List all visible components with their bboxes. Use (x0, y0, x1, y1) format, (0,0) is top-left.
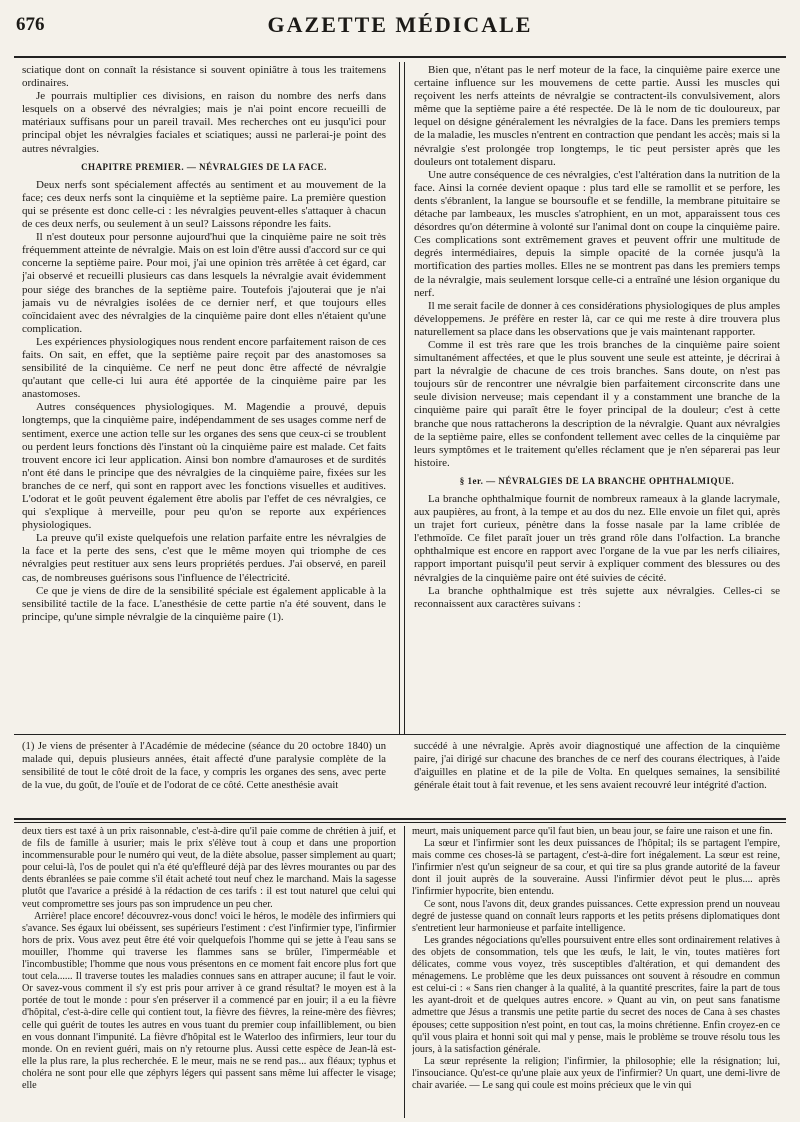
article-paragraph: Il n'est douteux pour personne aujourd'hui que la cinquième paire ne soit très fréquemment atteinte de névralgie. Mais on est loin d'être aussi d'accord sur ce qui concerne la septième paire. Pour moi, j'ai une opinion très arrêtée à cet égard, car j'ai observé et recueilli plusieurs cas dans lesquels la névralgie avait évidemment pour siége des branches de la septième paire. Toutefois j'ajouterai que je n'ai jamais vu de névralgies isolées de ce dernier nerf, et que toujours elles coïncidaient avec des névralgies de la cinquième paire dont elles n'étaient qu'une complication. (22, 231, 386, 335)
feuilleton-rule (14, 818, 786, 820)
feuilleton-paragraph: Les grandes négociations qu'elles poursuivent entre elles sont ordinairement relatives à des objets de consommation, tels que les œufs, le lait, le vin, toutes matières fort délicates, comme vous voyez, très susceptibles d'altération, et qui demandent des ménagemens. Le problème que les deux puissances ont souvent à résoudre en commun est celui-ci : « Sans rien changer à la qualité, à la quantité prescrites, faire la part de tous les ayant-droit et de quelques autres encore. » Quant au vin, on peut sans fanatisme admettre que Jésus a transmis une petite partie du secret des noces de Cana à ses chastes épouses; cette supposition n'est point, en tout cas, la moins chrétienne. Enfin croyez-en ce qu'il vous plaira et honni soit qui mal y pense, mais le problème se trouve résolu tous les jours, à la satisfaction générale. (412, 934, 780, 1055)
article-paragraph: sciatique dont on connaît la résistance si souvent opiniâtre à tous les traitemens ordinaires. (22, 64, 386, 90)
article-paragraph: Il me serait facile de donner à ces considérations physiologiques de plus amples développemens. Je préfère en rester là, car ce qui me reste à dire trouvera plus naturellement sa place dans les observations que je vais maintenant rapporter. (414, 299, 780, 338)
feuilleton-paragraph: La sœur représente la religion; l'infirmier, la philosophie; elle la résignation; lui, l'insouciance. Qu'est-ce qu'une plaie aux yeux de l'infirmier? Un quart, une demi-livre de chair avariée. — Le sang qui coule est moins précieux que le vin qui (412, 1055, 780, 1091)
article-paragraph: Une autre conséquence de ces névralgies, c'est l'altération dans la nutrition de la face. Ainsi la cornée devient opaque : plus tard elle se ramollit et se perfore, les dents s'ébranlent, la langue se boursoufle et se fendille, la membrane pituitaire se détache par lambeaux, les muscles s'atrophient, en un mot, apparaissent tous ces désordres qu'on détermine à volonté sur l'animal dont on coupe la cinquième paire. Ces complications sont extrêmement graves et peuvent offrir une multitude de degrés intermédiaires, depuis la simple opacité de la cornée jusqu'à la mortification des parties molles. Elles ne se montrent pas dans les premiers temps de la névralgie, mais seulement lorsque celle-ci a entraîné une lésion organique du nerf. (414, 168, 780, 299)
article-paragraph: Ce que je viens de dire de la sensibilité spéciale est également applicable à la sensibilité tactile de la face. L'anesthésie de cette partie n'a été souvent, dans le principe, qu'une simple névralgie de la cinquième paire (1). (22, 584, 386, 623)
masthead-title: GAZETTE MÉDICALE (267, 12, 533, 37)
footnote-text: (1) Je viens de présenter à l'Académie de médecine (séance du 20 octobre 1840) un malade qui, depuis plusieurs années, était affecté d'une paralysie complète de la sensibilité de tout le côté droit de la face, y compris les organes des sens, avec perte de la vue, du goût, de l'ouïe et de l'odorat de ce côté. Cette anesthésie avait (22, 741, 386, 791)
footnote-left (22, 740, 386, 812)
column-separator (399, 62, 400, 734)
feuilleton-right-column (412, 826, 780, 1118)
feuilleton-paragraph: La sœur et l'infirmier sont les deux puissances de l'hôpital; ils se partagent l'empire, mais comme ces choses-là se partagent, c'est-à-dire fort inégalement. La sœur est reine, l'infirmier n'est qu'un seigneur de sa cour, et qui tire sa plus grande autorité de la faveur dont il jouit auprès de la souveraine. Aussi l'infirmier dévot peut le plus.... après l'infirmier hypocrite, bien entendu. (412, 838, 780, 898)
article-right-column (414, 64, 780, 729)
page-number: 676 (16, 14, 45, 35)
article-paragraph: Je pourrais multiplier ces divisions, en raison du nombre des nerfs dans lesquels on a observé des névralgies; mais je n'ai point encore recueilli de matériaux suffisans pour un pareil travail. Mes recherches ont eu jusqu'ici pour principal objet les névralgies faciales et sciatiques; aussi ne parlerai-je point des autres névralgies. (22, 90, 386, 155)
section-heading: § 1er. — NÉVRALGIES DE LA BRANCHE OPHTHALMIQUE. (459, 475, 735, 486)
feuilleton-separator (404, 826, 405, 1118)
footnote-rule (14, 734, 786, 735)
feuilleton-paragraph: deux tiers est taxé à un prix raisonnable, c'est-à-dire qu'il paie comme de chrétien à juif, et de fils de famille à usurier; mais le prix s'élève tout à coup et dans une proportion incommensurable pour le numéro qui veut, de la diète absolue, passer simplement au quart; pour celui-là, l'os de poulet qui n'a été qu'effleuré déjà par des lèvres mourantes ou par des dents ébranlées se paie comme s'il était acheté tout neuf chez le marchand. Mais la sagesse plutôt que l'avarice a présidé à la rédaction de ces tarifs : il est tout naturel que celui qui veut compromettre ses jours pas son imprudence un peu cher. (22, 826, 396, 910)
article-paragraph: Bien que, n'étant pas le nerf moteur de la face, la cinquième paire exerce une certaine influence sur les mouvemens de cette partie. Aussi les muscles qui reçoivent les nerfs atteints de névralgie se contractent-ils convulsivement, alors même que la septième paire a été respectée. De là le nom de tic douloureux, par lequel on désigne généralement les névralgies de la face. Dans les premiers temps de la maladie, les muscles n'entrent en contraction que pendant les accès; mais si la névralgie s'est prolongée trop longtemps, le tic peut persister après que les douleurs ont totalement disparu. (414, 64, 780, 168)
footnote-text: succédé à une névralgie. Après avoir diagnostiqué une affection de la cinquième paire, j'ai dirigé sur chacune des branches de ce nerf des courans électriques, à l'aide d'aiguilles en platine et de la pile de Volta. En quelques semaines, la sensibilité générale était tout à fait revenue, et les sens avaient recouvré leur intégrité d'action. (414, 741, 780, 791)
article-paragraph: La branche ophthalmique fournit de nombreux rameaux à la glande lacrymale, aux paupières, au front, à la tempe et au dos du nez. Elle envoie un filet qui, après un trajet fort curieux, pénètre dans la fosse nasale par la lame criblée de l'ethmoïde. Ce filet paraît jouer un très grand rôle dans l'olfaction. La branche ophthalmique est encore en rapport avec l'organe de la vue par les nerfs ciliaires, rapport important puisqu'il peut servir à expliquer comment des blessures ou des névralgies de la cinquième paire ont été suivies de cécité. (414, 493, 780, 584)
feuilleton-paragraph: meurt, mais uniquement parce qu'il faut bien, un beau jour, se faire une raison et une fin. (412, 826, 773, 837)
article-paragraph: La branche ophthalmique est très sujette aux névralgies. Celles-ci se reconnaissent aux caractères suivans : (414, 584, 780, 610)
article-paragraph: Comme il est très rare que les trois branches de la cinquième paire soient simultanément affectées, et que le plus souvent une seule est atteinte, je décrirai à part la névralgie de chacune de ces trois branches. Sans doute, on n'est pas toujours sûr de rencontrer une névralgie bien parfaitement circonscrite dans une seule division nerveuse; mais cependant il y a constamment une branche de la cinquième paire qui paraît être le foyer principal de la douleur; c'est à cette branche que nous rattacherons la description de la névralgie. Quant aux névralgies de la septième paire, elles se confondent tellement avec celles de la cinquième par leurs symptômes et le traitement qu'elles réclament que je n'en séparerai pas leur histoire. (414, 338, 780, 469)
article-left-column (22, 64, 386, 729)
article-paragraph: Autres conséquences physiologiques. M. Magendie a prouvé, depuis longtemps, que la cinquième paire, indépendamment de ses usages comme nerf de sentiment, exerce une action telle sur les organes des sens que ceux-ci se troublent ou perdent leurs fonctions dès l'instant où la cinquième paire est malade. Cet faits trouvent encore ici leur application. Ainsi bon nombre d'amauroses et de surdités n'ont été dans le principe que des névralgies de la cinquième paire, fixées sur les branches de ce nerf, qui sont en rapport avec les fonctions visuelles et auditives. L'odorat et le goût peuvent également être abolis par l'effet de ces névralgies, ce qui s'explique à merveille, pour peu qu'on se reporte aux expériences physiologiques. (22, 401, 386, 532)
article-paragraph: Les expériences physiologiques nous rendent encore parfaitement raison de ces faits. On sait, en effet, que la septième paire reçoit par des anastomoses sa sensibilité de la cinquième. Ce nerf ne peut donc être affecté de névralgie qu'autant que celle-ci lui aura été apportée de la cinquième paire par les anastomoses. (22, 335, 386, 401)
article-paragraph: La preuve qu'il existe quelquefois une relation parfaite entre les névralgies de la face et la perte des sens, c'est que le même moyen qui triomphe de ces névralgies peut restituer aux sens leurs propriétés perdues. J'ai observé, en pareil cas, de nombreuses guérisons sous l'influence de l'électricité. (22, 532, 386, 584)
feuilleton-left-column (22, 826, 396, 1118)
feuilleton-paragraph: Ce sont, nous l'avons dit, deux grandes puissances. Cette expression prend un nouveau degré de justesse quand on connaît leurs rapports et les petits présens diplomatiques dont s'entretient leur harmonieuse et parfaite intelligence. (412, 898, 780, 934)
footnote-right (414, 740, 780, 812)
feuilleton-paragraph: Arrière! place encore! découvrez-vous donc! voici le héros, le modèle des infirmiers qui s'avance. Ses égaux lui obéissent, ses supérieurs l'estiment : c'est l'infirmier type, l'infirmier hors de prix. Vous avez peut être été voir quelquefois l'homme qui se jette à l'eau sans se mouiller, l'homme qui traverse les flammes sans se brûler, l'imperméable et l'incombustible; l'homme que nous vous présentons en ce moment fait encore plus fort que tout cela...... Il traverse toutes les maladies connues sans en attraper aucune; il faut le voir. Or savez-vous comment il s'y est pris pour arriver à ce grand résultat? le moyen est à la portée de tout le monde : pour s'en préserver il a commencé par en jouir; il a eu la fièvre d'hôpital, c'est-à-dire celle qui contient tout, la fièvre des fièvres, la reine-mère des fièvres; celle qui guérit de toutes les autres en vous tuant du premier coup infailliblement, ou bien en vous donnant l'impunité. La fièvre d'hôpital est le Waterloo des infirmiers, leur tour du monde. On en revient guéri, mais on n'y retourne plus. Aussi cette espèce de Jean-là est-elle la plus rare, la plus recherchée. E le meur, mais ne se rend pas... aux fléaux; typhus et choléra ne sont pour elle que zéphyrs légers qui passent sans même lui affecter le visage; elle (22, 910, 396, 1091)
article-paragraph: Deux nerfs sont spécialement affectés au sentiment et au mouvement de la face; ces deux nerfs sont la cinquième et la septième paire. La première question qui se présente est donc celle-ci : les névralgies peuvent-elles s'attaquer à chacun de ces deux nerfs, ou seulement à un seul? Laissons répondre les faits. (22, 178, 386, 231)
header-rule (14, 56, 786, 58)
feuilleton-rule-inner (14, 822, 786, 823)
column-separator (404, 62, 405, 734)
chapter-heading: CHAPITRE PREMIER. — NÉVRALGIES DE LA FACE. (81, 161, 327, 172)
